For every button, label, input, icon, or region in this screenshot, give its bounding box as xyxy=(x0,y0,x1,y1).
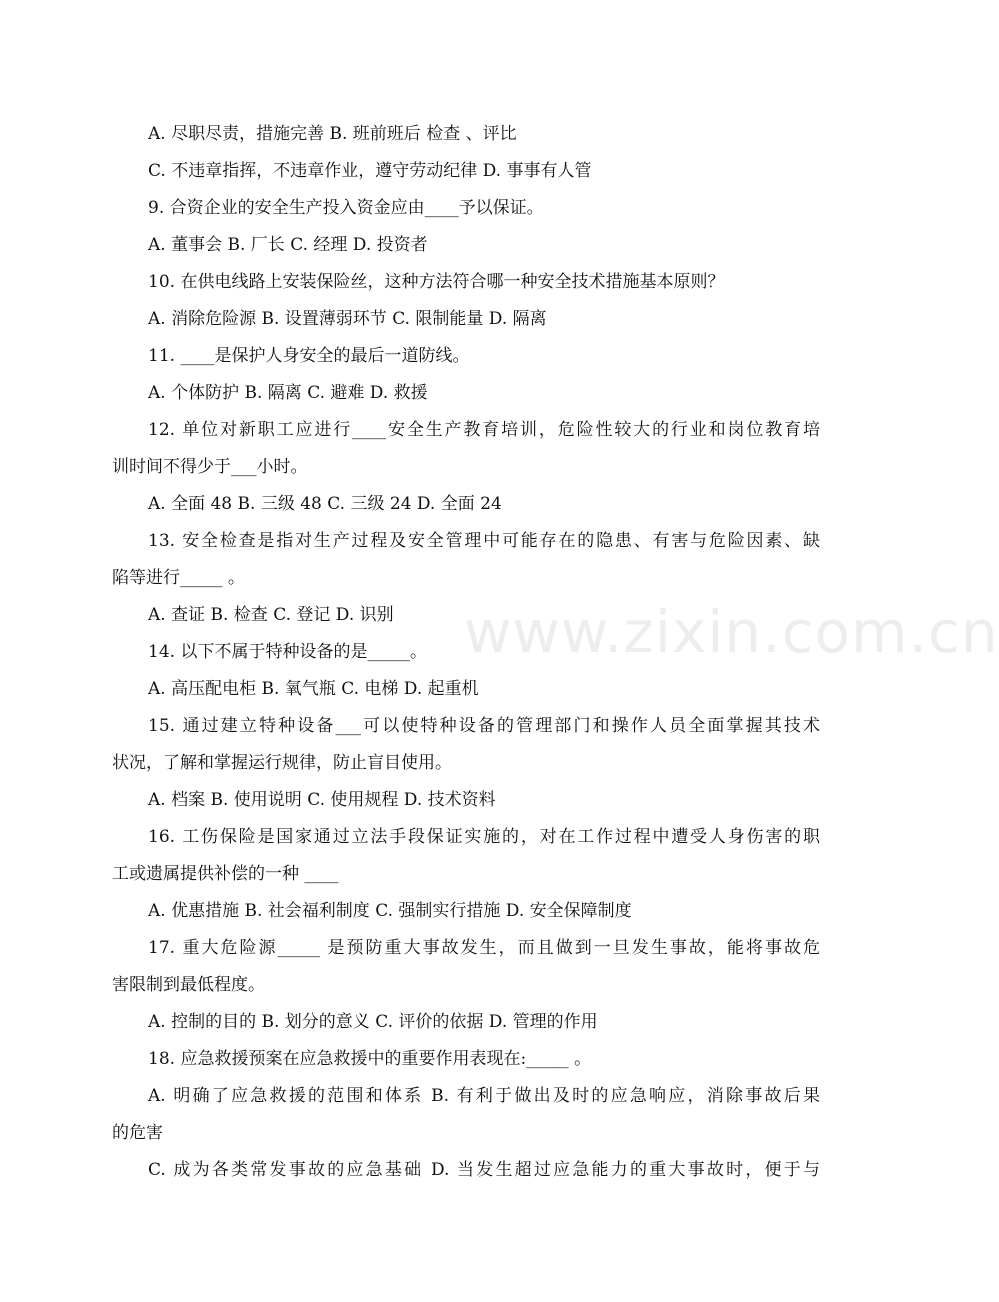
question-line: 17. 重大危险源_____ 是预防重大事故发生，而且做到一旦发生事故，能将事故危 xyxy=(148,938,820,958)
question-continuation: 工或遗属提供补偿的一种 ____ xyxy=(112,864,339,884)
question-line: 12. 单位对新职工应进行____安全生产教育培训，危险性较大的行业和岗位教育培 xyxy=(148,420,820,440)
question-continuation: 训时间不得少于___小时。 xyxy=(112,457,308,477)
question-line: 18. 应急救援预案在应急救援中的重要作用表现在:_____ 。 xyxy=(148,1049,592,1069)
option-line: A. 全面 48 B. 三级 48 C. 三级 24 D. 全面 24 xyxy=(148,494,502,514)
option-line: A. 查证 B. 检查 C. 登记 D. 识别 xyxy=(148,605,394,625)
option-line: C. 不违章指挥，不违章作业，遵守劳动纪律 D. 事事有人管 xyxy=(148,161,592,181)
question-line: 14. 以下不属于特种设备的是_____。 xyxy=(148,642,427,662)
question-continuation: 状况，了解和掌握运行规律，防止盲目使用。 xyxy=(112,753,452,773)
question-line: 13. 安全检查是指对生产过程及安全管理中可能存在的隐患、有害与危险因素、缺 xyxy=(148,531,820,551)
question-line: 11. ____是保护人身安全的最后一道防线。 xyxy=(148,346,470,366)
watermark: www.zixin.com.cn xyxy=(464,598,999,666)
question-line: 10. 在供电线路上安装保险丝，这种方法符合哪一种安全技术措施基本原则？ xyxy=(148,272,725,292)
option-line: A. 控制的目的 B. 划分的意义 C. 评价的依据 D. 管理的作用 xyxy=(148,1012,598,1032)
option-line: A. 个体防护 B. 隔离 C. 避难 D. 救援 xyxy=(148,383,428,403)
question-line: 15. 通过建立特种设备___可以使特种设备的管理部门和操作人员全面掌握其技术 xyxy=(148,716,820,736)
question-line: 9. 合资企业的安全生产投入资金应由____予以保证。 xyxy=(148,198,544,218)
option-line: A. 优惠措施 B. 社会福利制度 C. 强制实行措施 D. 安全保障制度 xyxy=(148,901,632,921)
option-line: A. 明确了应急救援的范围和体系 B. 有利于做出及时的应急响应，消除事故后果 xyxy=(148,1086,820,1106)
question-continuation: 害限制到最低程度。 xyxy=(112,975,265,995)
option-line: A. 档案 B. 使用说明 C. 使用规程 D. 技术资料 xyxy=(148,790,496,810)
option-line: A. 尽职尽责，措施完善 B. 班前班后 检查 、评比 xyxy=(148,124,517,144)
question-continuation: 陷等进行_____ 。 xyxy=(112,568,245,588)
option-continuation: 的危害 xyxy=(112,1123,163,1143)
question-line: 16. 工伤保险是国家通过立法手段保证实施的，对在工作过程中遭受人身伤害的职 xyxy=(148,827,820,847)
option-line: C. 成为各类常发事故的应急基础 D. 当发生超过应急能力的重大事故时，便于与 xyxy=(148,1160,820,1180)
option-line: A. 消除危险源 B. 设置薄弱环节 C. 限制能量 D. 隔离 xyxy=(148,309,547,329)
option-line: A. 高压配电柜 B. 氧气瓶 C. 电梯 D. 起重机 xyxy=(148,679,479,699)
option-line: A. 董事会 B. 厂长 C. 经理 D. 投资者 xyxy=(148,235,428,255)
